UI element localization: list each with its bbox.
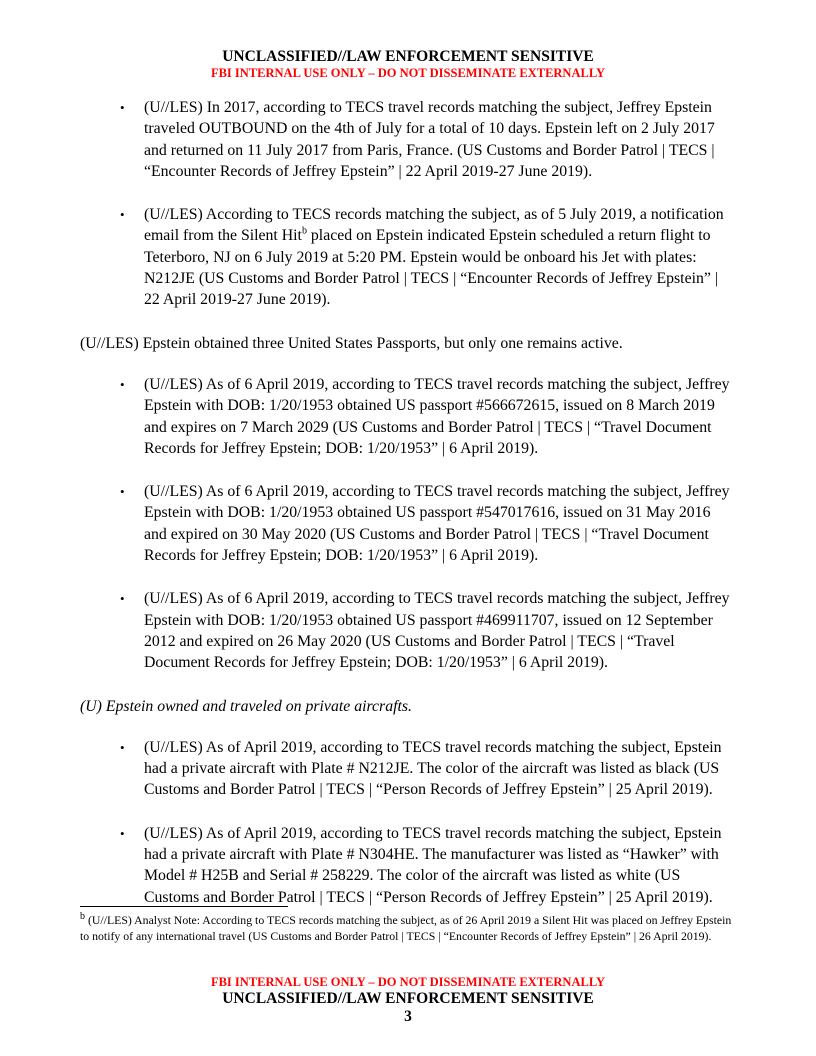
list-item bbox=[80, 737, 730, 801]
bullet-icon: • bbox=[120, 739, 125, 755]
bullet-icon: • bbox=[120, 100, 125, 115]
list-item bbox=[80, 97, 730, 182]
document-body bbox=[80, 97, 730, 930]
header-dissemination-warning: FBI INTERNAL USE ONLY – DO NOT DISSEMINATE EXTERNALLY bbox=[210, 66, 606, 80]
list-item bbox=[80, 481, 730, 566]
list-item bbox=[80, 374, 730, 459]
travel-bullet-list bbox=[80, 97, 730, 311]
list-item bbox=[80, 823, 730, 908]
footnote-reference[interactable]: b bbox=[301, 226, 307, 238]
passport-record-2: (U//LES) As of 6 April 2019, according to TECS travel records matching the subject, Jeffrey Epstein with DOB: 1/20/1953 obtained US passport #547017616, issued on 31 May 2016 and expired on 30 May 2020 (US Customs and Border Patrol | TECS | “Travel Document Records for Jeffrey Epstein; DOB: 1/20/1953” | 6 April 2019). bbox=[144, 483, 730, 565]
aircraft-record-n212je: (U//LES) As of April 2019, according to TECS travel records matching the subject, Epstein had a private aircraft with Plate # N212JE. The color of the aircraft was listed as black (US Customs and Border Patrol | TECS | “Person Records of Jeffrey Epstein” | 25 April 2019). bbox=[144, 738, 722, 799]
travel-record-paris: (U//LES) In 2017, according to TECS travel records matching the subject, Jeffrey Epstein traveled OUTBOUND on the 4th of July for a total of 10 days. Epstein left on 2 July 2017 and returned on 11 July 2017 from Paris, France. (US Customs and Border Patrol | TECS | “Encounter Records of Jeffrey Epstein” | 22 April 2019-27 June 2019). bbox=[144, 99, 715, 180]
passport-record-1: (U//LES) As of 6 April 2019, according to TECS travel records matching the subject, Jeffrey Epstein with DOB: 1/20/1953 obtained US passport #566672615, issued on 8 March 2019 and expires on 7 March 2029 (US Customs and Border Patrol | TECS | “Travel Document Records for Jeffrey Epstein; DOB: 1/20/1953” | 6 April 2019). bbox=[144, 375, 730, 457]
footer-classification: UNCLASSIFIED//LAW ENFORCEMENT SENSITIVE bbox=[222, 990, 594, 1007]
header-classification: UNCLASSIFIED//LAW ENFORCEMENT SENSITIVE bbox=[222, 48, 594, 65]
passport-section-heading: (U//LES) Epstein obtained three United States Passports, but only one remains active. bbox=[80, 334, 623, 352]
aircraft-bullet-list bbox=[80, 737, 730, 908]
bullet-icon: • bbox=[120, 484, 125, 500]
aircraft-record-n304he: (U//LES) As of April 2019, according to TECS travel records matching the subject, Epstein had a private aircraft with Plate # N304HE. The manufacturer was listed as “Hawker” with Model # H25B and Serial # 258229. The color of the aircraft was listed as white (US Customs and Border Patrol | TECS | “Person Records of Jeffrey Epstein” | 25 April 2019). bbox=[144, 824, 722, 906]
footnote-marker: b bbox=[80, 911, 85, 923]
travel-record-teterboro bbox=[144, 206, 724, 308]
bullet-icon: • bbox=[120, 207, 125, 223]
footnote bbox=[80, 913, 740, 944]
list-item bbox=[80, 588, 730, 673]
bullet-icon: • bbox=[120, 591, 125, 607]
page-header bbox=[0, 48, 816, 81]
page-number: 3 bbox=[404, 1008, 412, 1025]
aircraft-section-heading: (U) Epstein owned and traveled on private aircrafts. bbox=[80, 697, 412, 715]
list-item bbox=[80, 204, 730, 310]
bullet-icon: • bbox=[120, 825, 125, 841]
flight-details-text: placed on Epstein indicated Epstein scheduled a return flight to Teterboro, NJ on 6 July 2019 at 5:20 PM. Epstein would be onboard his Jet with plates: N212JE (US Customs and Border Patrol | TECS | “Encounter Records of Jeffrey Epstein” | 22 April 2019-27 June 2019). bbox=[144, 227, 718, 309]
passport-bullet-list bbox=[80, 374, 730, 674]
page-footer bbox=[0, 975, 816, 1026]
footnote-text: (U//LES) Analyst Note: According to TECS records matching the subject, as of 26 April 2019 a Silent Hit was placed on Jeffrey Epstein to notify of any international travel (US Customs and Border Patrol | TECS | “Encounter Records of Jeffrey Epstein” | 26 April 2019). bbox=[80, 913, 732, 943]
bullet-icon: • bbox=[120, 376, 125, 392]
footnote-separator bbox=[80, 906, 288, 907]
silent-hit-text: (U//LES) According to TECS records matching the subject, as of 5 July 2019, a notification email from the Silent Hit bbox=[144, 206, 724, 245]
passport-record-3: (U//LES) As of 6 April 2019, according to TECS travel records matching the subject, Jeffrey Epstein with DOB: 1/20/1953 obtained US passport #469911707, issued on 12 September 2012 and expired on 26 May 2020 (US Customs and Border Patrol | TECS | “Travel Document Records for Jeffrey Epstein; DOB: 1/20/1953” | 6 April 2019). bbox=[144, 590, 730, 672]
footer-dissemination-warning: FBI INTERNAL USE ONLY – DO NOT DISSEMINATE EXTERNALLY bbox=[210, 975, 606, 989]
